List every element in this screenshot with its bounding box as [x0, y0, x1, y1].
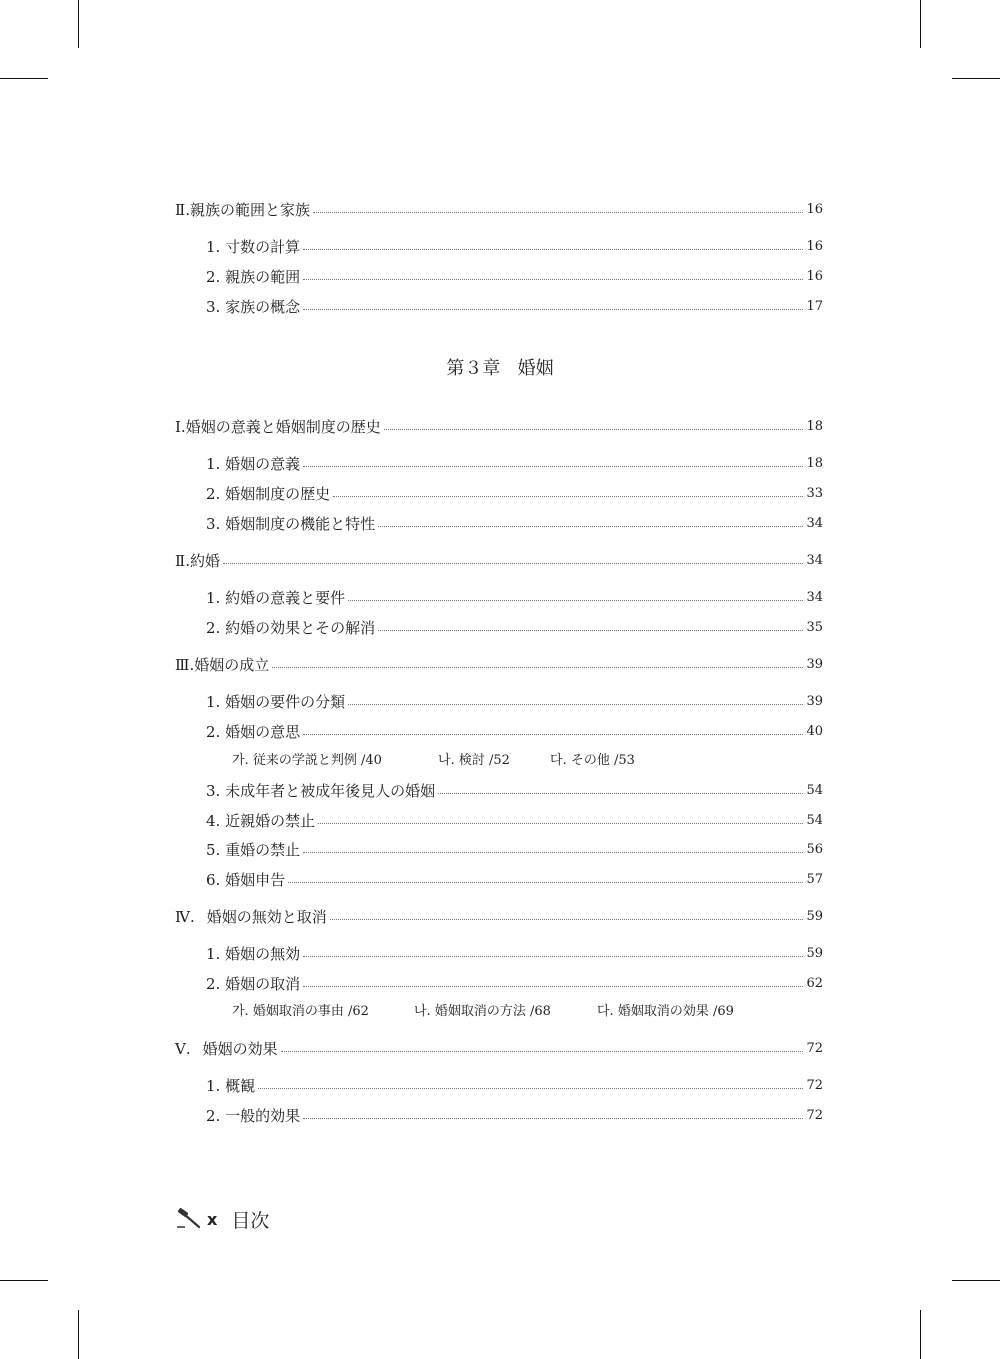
item-number: 6.: [206, 871, 226, 889]
toc-section-heading[interactable]: [175, 549, 823, 573]
item-number: 2.: [206, 619, 226, 637]
toc-section-heading[interactable]: [175, 415, 823, 439]
dot-leader: [303, 1118, 803, 1119]
item-title: 近親婚の禁止: [225, 812, 316, 830]
dot-leader: [333, 496, 803, 497]
page-number: 34: [806, 590, 823, 605]
item-number: 1.: [206, 693, 226, 711]
toc-item[interactable]: [206, 616, 823, 640]
toc-item[interactable]: [206, 779, 823, 803]
page-number: 18: [806, 419, 823, 434]
toc-item[interactable]: [206, 720, 823, 744]
item-title: 婚姻制度の歴史: [225, 485, 331, 503]
dot-leader: [318, 823, 803, 824]
section-number: Ⅰ.: [175, 418, 186, 436]
toc-subitems: [232, 750, 635, 772]
dot-leader: [272, 667, 803, 668]
page-number: 54: [806, 813, 823, 828]
item-number: 3.: [206, 515, 226, 533]
page-number: 72: [806, 1108, 823, 1123]
toc-item[interactable]: [206, 1074, 823, 1098]
dot-leader: [330, 919, 804, 920]
toc-item[interactable]: [206, 295, 823, 319]
section-title: 婚姻の効果: [202, 1040, 278, 1058]
toc-subitem[interactable]: 가. 婚姻取消の事由 /62: [232, 1004, 369, 1019]
item-number: 2.: [206, 723, 226, 741]
section-title: 婚姻の成立: [194, 656, 270, 674]
toc-item[interactable]: [206, 235, 823, 259]
page-number: 54: [806, 783, 823, 798]
toc-subitem[interactable]: 다. 婚姻取消の効果 /69: [597, 1004, 734, 1019]
item-title: 婚姻の無効: [225, 945, 301, 963]
dot-leader: [303, 249, 803, 250]
dot-leader: [258, 1088, 803, 1089]
dot-leader: [223, 563, 803, 564]
item-title: 婚姻の取消: [225, 975, 301, 993]
section-title: 婚姻の無効と取消: [206, 908, 327, 926]
dot-leader: [288, 882, 803, 883]
item-number: 2.: [206, 1107, 226, 1125]
page-number: 72: [806, 1041, 823, 1056]
page-number: 56: [806, 842, 823, 857]
section-number: Ⅲ.: [175, 656, 195, 674]
toc-item[interactable]: [206, 809, 823, 833]
dot-leader: [313, 212, 803, 213]
page-number: 33: [806, 486, 823, 501]
item-title: 婚姻の意思: [225, 723, 301, 741]
item-number: 3.: [206, 298, 226, 316]
toc-section-heading[interactable]: [175, 198, 823, 222]
item-title: 寸数の計算: [225, 238, 301, 256]
dot-leader: [303, 309, 803, 310]
section-title: 約婚: [189, 552, 220, 570]
toc-subitem[interactable]: 나. 検討 /52: [438, 753, 510, 768]
item-title: 親族の範囲: [225, 268, 301, 286]
section-title: 親族の範囲と家族: [189, 201, 310, 219]
footer-label: 目次: [231, 1209, 270, 1232]
item-number: 1.: [206, 238, 226, 256]
dot-leader: [378, 630, 803, 631]
dot-leader: [303, 734, 803, 735]
item-number: 1.: [206, 1077, 226, 1095]
page-number: 72: [806, 1078, 823, 1093]
page-number: 35: [806, 620, 823, 635]
toc-item[interactable]: [206, 690, 823, 714]
toc-item[interactable]: [206, 942, 823, 966]
dot-leader: [303, 986, 803, 987]
page-number-mark: x: [207, 1209, 218, 1229]
toc-item[interactable]: [206, 868, 823, 892]
dot-leader: [303, 956, 803, 957]
item-number: 2.: [206, 975, 226, 993]
toc-subitem[interactable]: 나. 婚姻取消の方法 /68: [414, 1004, 551, 1019]
page-number: 39: [806, 694, 823, 709]
gavel-icon: [175, 1207, 203, 1231]
dot-leader: [378, 526, 803, 527]
page-number: 17: [806, 299, 823, 314]
item-number: 2.: [206, 268, 226, 286]
toc-subitem[interactable]: 다. その他 /53: [550, 753, 635, 768]
item-number: 1.: [206, 455, 226, 473]
item-title: 概観: [225, 1077, 256, 1095]
item-title: 家族の概念: [225, 298, 301, 316]
section-title: 婚姻の意義と婚姻制度の歴史: [185, 418, 381, 436]
chapter-heading: [0, 356, 1000, 382]
chapter-title: 婚姻: [517, 358, 554, 379]
toc-subitem[interactable]: 가. 従来の学説と判例 /40: [232, 753, 382, 768]
toc-item[interactable]: [206, 586, 823, 610]
dot-leader: [438, 793, 803, 794]
section-number: Ⅴ.: [175, 1040, 191, 1058]
page-number: 16: [806, 269, 823, 284]
toc-item[interactable]: [206, 482, 823, 506]
page-number: 59: [806, 946, 823, 961]
toc-section-heading[interactable]: [175, 653, 823, 677]
item-title: 一般的効果: [225, 1107, 301, 1125]
toc-item[interactable]: [206, 1104, 823, 1128]
page-number: 39: [806, 657, 823, 672]
item-title: 婚姻の要件の分類: [225, 693, 346, 711]
toc-section-heading[interactable]: [175, 905, 823, 929]
toc-subitems: [232, 1001, 734, 1023]
toc-item[interactable]: [206, 972, 823, 996]
item-title: 未成年者と被成年後見人の婚姻: [225, 782, 436, 800]
toc-section-heading[interactable]: [175, 1037, 823, 1061]
section-number: Ⅳ.: [175, 908, 195, 926]
dot-leader: [303, 466, 803, 467]
page-number: 62: [806, 976, 823, 991]
page-number: 40: [806, 724, 823, 739]
page-number: 57: [806, 872, 823, 887]
item-number: 1.: [206, 945, 226, 963]
toc-item[interactable]: [206, 838, 823, 862]
item-title: 約婚の意義と要件: [225, 589, 346, 607]
section-number: Ⅱ.: [175, 552, 190, 570]
dot-leader: [348, 600, 803, 601]
page-number: 18: [806, 456, 823, 471]
item-number: 1.: [206, 589, 226, 607]
page-number: 16: [806, 239, 823, 254]
item-number: 2.: [206, 485, 226, 503]
item-number: 5.: [206, 841, 226, 859]
item-title: 約婚の効果とその解消: [225, 619, 376, 637]
page-footer: [175, 1204, 269, 1234]
toc-item[interactable]: [206, 512, 823, 536]
item-number: 4.: [206, 812, 226, 830]
section-number: Ⅱ.: [175, 201, 190, 219]
dot-leader: [303, 279, 803, 280]
page-number: 16: [806, 202, 823, 217]
dot-leader: [384, 429, 804, 430]
page-number: 34: [806, 553, 823, 568]
item-title: 婚姻の意義: [225, 455, 301, 473]
chapter-label: 第３章: [446, 358, 501, 379]
dot-leader: [303, 852, 803, 853]
dot-leader: [348, 704, 803, 705]
item-title: 重婚の禁止: [225, 841, 301, 859]
toc-item[interactable]: [206, 452, 823, 476]
dot-leader: [281, 1051, 804, 1052]
item-title: 婚姻申告: [225, 871, 286, 889]
page-number: 59: [806, 909, 823, 924]
item-title: 婚姻制度の機能と特性: [225, 515, 376, 533]
page-number: 34: [806, 516, 823, 531]
toc-item[interactable]: [206, 265, 823, 289]
item-number: 3.: [206, 782, 226, 800]
